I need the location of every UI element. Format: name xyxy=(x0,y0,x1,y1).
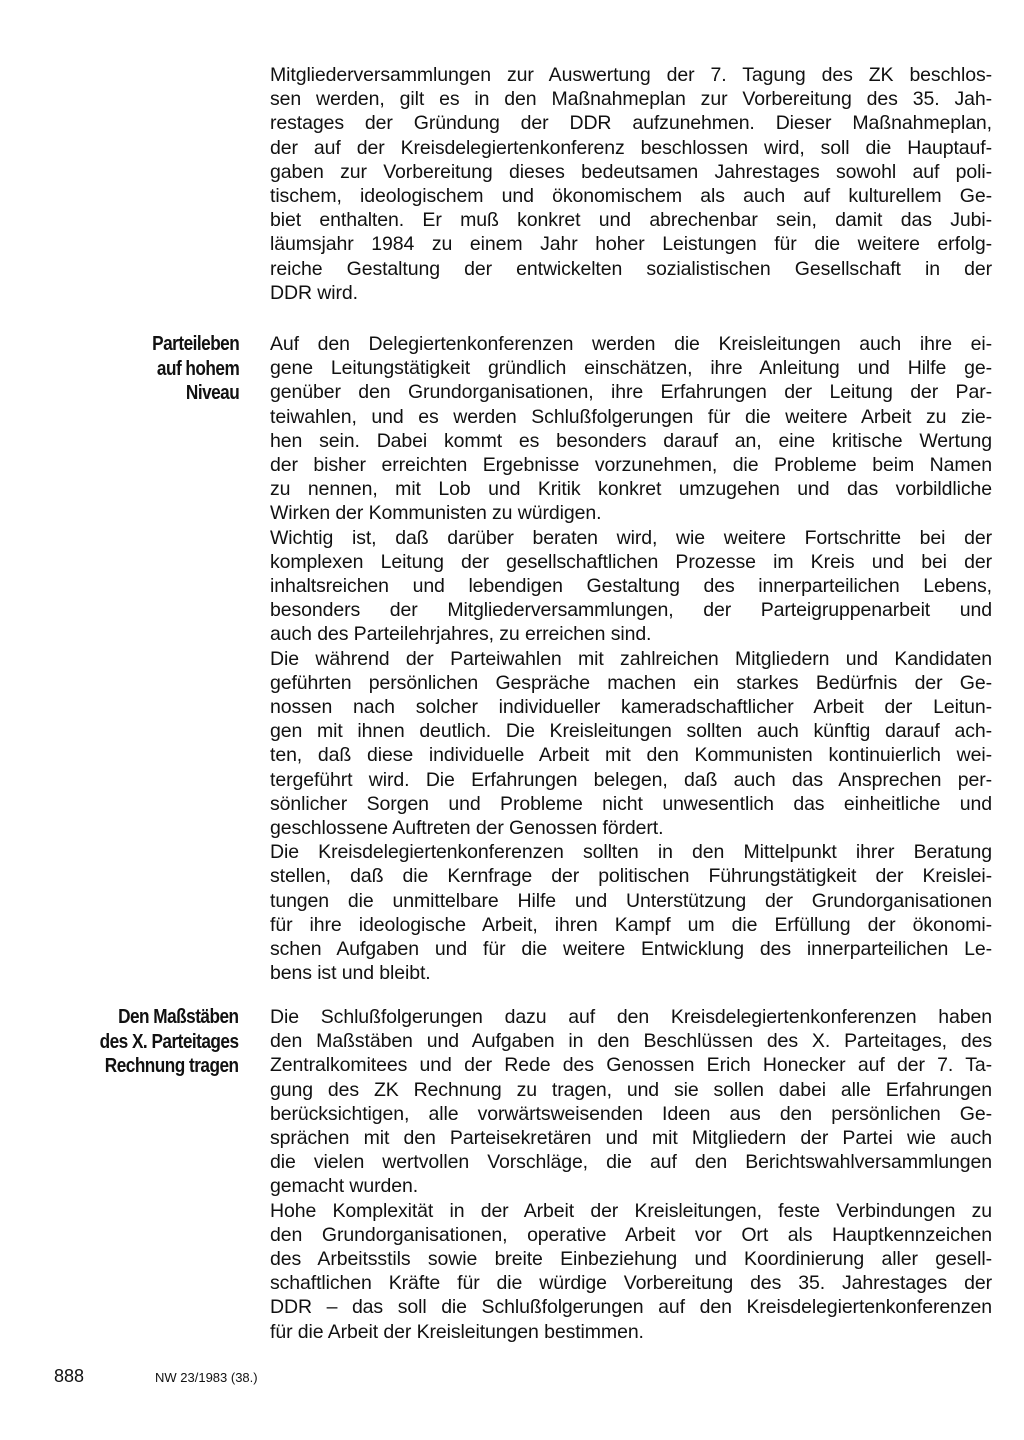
text-line: inhaltsreichen und lebendigen Gestaltung des innerparteilichen Lebens, xyxy=(270,575,992,598)
section-parteileben-text xyxy=(270,332,992,985)
text-line: tergeführt wird. Die Erfahrungen belegen, daß auch das Ansprechen per- xyxy=(270,768,992,791)
text-line: gemacht wurden. xyxy=(270,1175,419,1198)
text-line: berücksichtigen, alle vorwärtsweisenden Ideen aus den persönlichen Ge- xyxy=(270,1102,992,1125)
text-line: läumsjahr 1984 zu einem Jahr hoher Leistungen für die weitere erfolg- xyxy=(270,233,992,256)
text-line: den Maßstäben und Aufgaben in den Beschlüssen des X. Parteitages, des xyxy=(270,1030,992,1053)
text-line: geführten persönlichen Gespräche machen ein starkes Bedürfnis der Ge- xyxy=(270,671,992,694)
text-line: schaftlichen Kräfte für die würdige Vorbereitung des 35. Jahrestages der xyxy=(270,1272,992,1295)
text-line: restages der Gründung der DDR aufzunehmen. Dieser Maßnahmeplan, xyxy=(270,112,992,135)
text-line: bens ist und bleibt. xyxy=(270,962,431,985)
text-line: gene Leitungstätigkeit gründlich einschätzen, ihre Anleitung und Hilfe ge- xyxy=(270,357,992,380)
text-line: der bisher erreichten Ergebnisse vorzunehmen, die Probleme beim Namen xyxy=(270,454,992,477)
text-line: Zentralkomitees und der Rede des Genossen Erich Honecker auf der 7. Ta- xyxy=(270,1054,992,1077)
text-line: ten, daß diese individuelle Arbeit mit den Kommunisten kontinuierlich wei- xyxy=(270,744,992,767)
intro-section xyxy=(270,63,992,305)
text-line: DDR – das soll die Schlußfolgerungen auf den Kreisdelegiertenkonferenzen xyxy=(270,1296,992,1319)
text-line: hen sein. Dabei kommt es besonders darauf an, eine kritische Wertung xyxy=(270,429,992,452)
page-number: 888 xyxy=(54,1366,85,1386)
text-line: gaben zur Vorbereitung dieses bedeutsamen Jahrestages sowohl auf poli- xyxy=(270,160,992,183)
text-line: nossen nach solcher individueller kameradschaftlicher Arbeit der Leitun- xyxy=(270,696,992,719)
section-massstaeben-text xyxy=(270,1005,992,1344)
text-line: gung des ZK Rechnung zu tragen, und sie sollen dabei alle Erfahrungen xyxy=(270,1078,992,1101)
side-heading-line: Niveau xyxy=(185,382,239,404)
side-heading-line: Rechnung tragen xyxy=(105,1055,239,1077)
text-line: für die Arbeit der Kreisleitungen bestimmen. xyxy=(270,1320,644,1343)
text-line: Hohe Komplexität in der Arbeit der Kreisleitungen, feste Verbindungen zu xyxy=(270,1199,992,1222)
section-massstaeben xyxy=(270,1005,992,1344)
text-line: den Grundorganisationen, operative Arbeit vor Ort als Hauptkennzeichen xyxy=(270,1223,992,1246)
text-line: zu nennen, mit Lob und Kritik konkret umzugehen und das vorbildliche xyxy=(270,478,992,501)
text-line: DDR wird. xyxy=(270,281,358,304)
text-line: besonders der Mitgliederversammlungen, der Parteigruppenarbeit und xyxy=(270,599,992,622)
side-heading-line: Den Maßstäben xyxy=(118,1006,239,1028)
text-line: tungen die unmittelbare Hilfe und Unterstützung der Grundorganisationen xyxy=(270,889,992,912)
text-line: Mitgliederversammlungen zur Auswertung der 7. Tagung des ZK beschlos- xyxy=(270,64,992,86)
text-line: Auf den Delegiertenkonferenzen werden die Kreisleitungen auch ihre ei- xyxy=(270,333,992,355)
text-line: komplexen Leitung der gesellschaftlichen Prozesse im Kreis und bei der xyxy=(270,550,992,573)
text-line: schen Aufgaben und für die weitere Entwicklung des innerparteilichen Le- xyxy=(270,938,992,961)
source-reference: NW 23/1983 (38.) xyxy=(155,1370,258,1385)
text-line: der auf der Kreisdelegiertenkonferenz beschlossen wird, soll die Hauptauf- xyxy=(270,136,992,159)
text-line: Die Schlußfolgerungen dazu auf den Kreisdelegiertenkonferenzen haben xyxy=(270,1006,992,1028)
text-line: biet enthalten. Er muß konkret und abrechenbar sein, damit das Jubi- xyxy=(270,209,992,232)
intro-paragraph xyxy=(270,63,992,305)
side-heading-line: des X. Parteitages xyxy=(100,1030,239,1053)
side-heading-line: auf hohem xyxy=(156,357,239,380)
text-line: reiche Gestaltung der entwickelten sozialistischen Gesellschaft in der xyxy=(270,257,992,280)
text-line: gen mit ihnen deutlich. Die Kreisleitungen sollten auch künftig darauf ach- xyxy=(270,720,992,743)
text-line: tischem, ideologischem und ökonomischem als auch auf kulturellem Ge- xyxy=(270,185,992,208)
text-line: auch des Parteilehrjahres, zu erreichen sind. xyxy=(270,623,652,646)
side-heading-parteileben xyxy=(152,332,239,406)
text-line: sprächen mit den Parteisekretären und mit Mitgliedern der Partei wie auch xyxy=(270,1127,992,1150)
text-line: des Arbeitsstils sowie breite Einbeziehung und Koordinierung aller gesell- xyxy=(270,1248,992,1271)
text-line: die vielen wertvollen Vorschläge, die auf den Berichtswahlversammlungen xyxy=(270,1151,992,1174)
text-line: Wirken der Kommunisten zu würdigen. xyxy=(270,502,602,525)
side-heading-massstaeben xyxy=(100,1005,239,1079)
section-parteileben xyxy=(270,332,992,985)
text-line: Die während der Parteiwahlen mit zahlreichen Mitgliedern und Kandidaten xyxy=(270,647,992,670)
side-heading-line: Parteileben xyxy=(151,333,239,355)
text-line: genüber den Grundorganisationen, ihre Erfahrungen der Leitung der Par- xyxy=(270,381,992,404)
text-line: geschlossene Auftreten der Genossen fördert. xyxy=(270,817,664,840)
text-line: sönlicher Sorgen und Probleme nicht unwesentlich das einheitliche und xyxy=(270,792,992,815)
text-line: stellen, daß die Kernfrage der politischen Führungstätigkeit der Kreislei- xyxy=(270,865,992,888)
text-line: Wichtig ist, daß darüber beraten wird, wie weitere Fortschritte bei der xyxy=(270,526,992,549)
text-line: sen werden, gilt es in den Maßnahmeplan zur Vorbereitung des 35. Jah- xyxy=(270,88,992,111)
text-line: für ihre ideologische Arbeit, ihren Kampf um die Erfüllung der ökonomi- xyxy=(270,913,992,936)
text-line: Die Kreisdelegiertenkonferenzen sollten in den Mittelpunkt ihrer Beratung xyxy=(270,841,992,864)
text-line: teiwahlen, und es werden Schlußfolgerungen für die weitere Arbeit zu zie- xyxy=(270,405,992,428)
